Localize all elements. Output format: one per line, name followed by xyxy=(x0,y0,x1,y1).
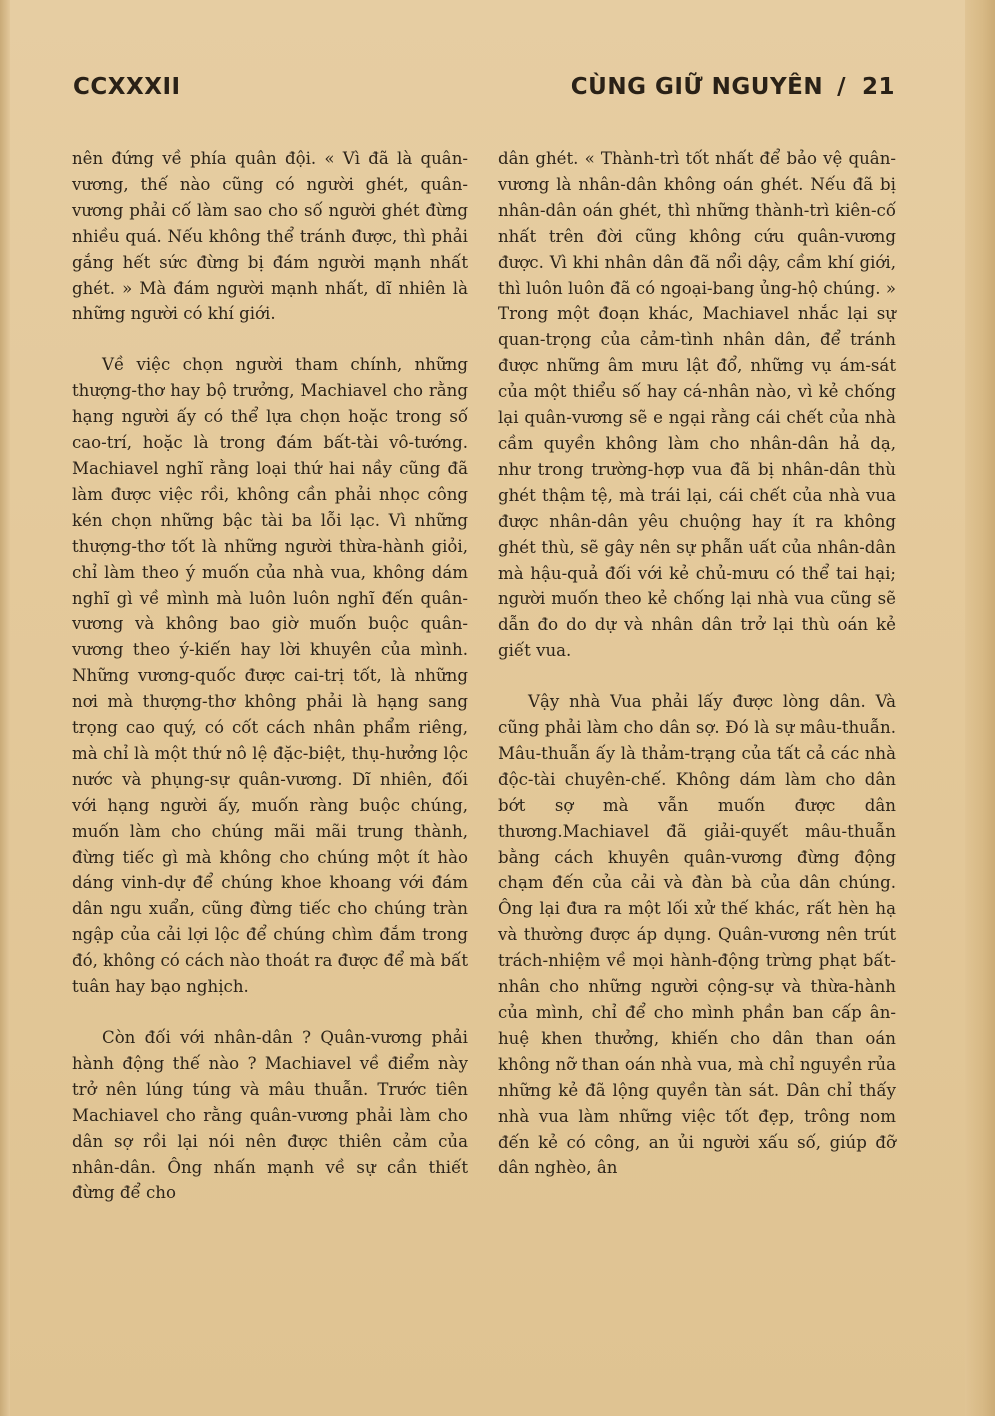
page-right-edge xyxy=(965,0,995,1416)
paragraph: Vậy nhà Vua phải lấy được lòng dân. Và cũng phải làm cho dân sợ. Đó là sự mâu-thuẫn. Mâu-thuẫn ấy là thảm-trạng của tất cả các nhà độc-tài chuyên-chế. Không dám làm cho dân bớt sợ mà vẫn muốn được dân thương.Machiavel đã giải-quyết mâu-thuẫn bằng cách khuyên quân-vương đừng động chạm đến của cải và đàn bà của dân chúng. Ông lại đưa ra một lối xử thế khác, rất hèn hạ và thường được áp dụng. Quân-vương nên trút trách-nhiệm về mọi hành-động trừng phạt bất-nhân cho những người cộng-sự và thừa-hành của mình, chỉ để cho mình phần ban cấp ân-huệ khen thưởng, khiến cho dân than oán không nỡ than oán nhà vua, mà chỉ nguyền rủa những kẻ đã lộng quyền tàn sát. Dân chỉ thấy nhà vua làm những việc tốt đẹp, trông nom đến kẻ có công, an ủi người xấu số, giúp đỡ dân nghèo, ân xyxy=(498,692,896,1178)
left-text-column xyxy=(72,146,468,1206)
page-left-edge xyxy=(0,0,10,1416)
page-number: 21 xyxy=(861,74,895,100)
paragraph: nên đứng về phía quân đội. « Vì đã là quân-vương, thế nào cũng có người ghét, quân-vương phải cố làm sao cho số người ghét đừng nhiều quá. Nếu không thể tránh được, thì phải gắng hết sức đừng bị đám người mạnh nhất ghét. » Mà đám người mạnh nhất, dĩ nhiên là những người có khí giới. xyxy=(72,149,468,324)
header-separator: / xyxy=(837,74,846,100)
running-title-group xyxy=(571,74,895,100)
paragraph: Về việc chọn người tham chính, những thượng-thơ hay bộ trưởng, Machiavel cho rằng hạng người ấy có thể lựa chọn hoặc trong số cao-trí, hoặc là trong đám bất-tài vô-tướng. Machiavel nghĩ rằng loại thứ hai nầy cũng đã làm được việc rồi, không cần phải nhọc công kén chọn những bậc tài ba lỗi lạc. Vì những thượng-thơ tốt là những người thừa-hành giỏi, chỉ làm theo ý muốn của nhà vua, không dám nghĩ gì về mình mà luôn luôn nghĩ đến quân-vương và không bao giờ muốn buộc quân-vương theo ý-kiến hay lời khuyên của mình. Những vương-quốc được cai-trị tốt, là những nơi mà thượng-thơ không phải là hạng sang trọng cao quý, có cốt cách nhân phẩm riêng, mà chỉ là một thứ nô lệ đặc-biệt, thụ-hưởng lộc nước và phụng-sự quân-vương. Dĩ nhiên, đối với hạng người ấy, muốn ràng buộc chúng, muốn làm cho chúng mãi mãi trung thành, đừng tiếc gì mà không cho chúng một ít hào dáng vinh-dự để chúng khoe khoang với đám dân ngu xuẩn, cũng đừng tiếc cho chúng tràn ngập của cải lợi lộc để chúng chìm đắm trong đó, không có cách nào thoát ra được để mà bất tuân hay bạo nghịch. xyxy=(72,355,468,997)
chapter-number: CCXXXII xyxy=(73,74,181,100)
right-text-column xyxy=(498,146,896,1181)
paragraph: dân ghét. « Thành-trì tốt nhất để bảo vệ quân-vương là nhân-dân không oán ghét. Nếu đã bị nhân-dân oán ghét, thì những thành-trì kiên-cố nhất trên đời cũng không cứu quân-vương được. Vì khi nhân dân đã nổi dậy, cầm khí giới, thì luôn luôn đã có ngoại-bang ủng-hộ chúng. » Trong một đoạn khác, Machiavel nhắc lại sự quan-trọng của cảm-tình nhân dân, để tránh được những âm mưu lật đổ, những vụ ám-sát của một thiểu số hay cá-nhân nào, vì kẻ chống lại quân-vương sẽ e ngại rằng cái chết của nhà cầm quyền không làm cho nhân-dân hả dạ, như trong trường-hợp vua đã bị nhân-dân thù ghét thậm tệ, mà trái lại, cái chết của nhà vua được nhân-dân yêu chuộng hay ít ra không ghét thù, sẽ gây nên sự phẫn uất của nhân-dân mà hậu-quả đối với kẻ chủ-mưu có thể tai hại; người muốn theo kẻ chống lại nhà vua cũng sẽ dẫn đo do dự và nhân dân trở lại thù oán kẻ giết vua. xyxy=(498,149,896,661)
paragraph: Còn đối với nhân-dân ? Quân-vương phải hành động thế nào ? Machiavel về điểm này trở nên lúng túng và mâu thuẫn. Trước tiên Machiavel cho rằng quân-vương phải làm cho dân sợ rồi lại nói nên được thiên cảm của nhân-dân. Ông nhấn mạnh về sự cần thiết đừng để cho xyxy=(72,1028,468,1203)
running-title: CÙNG GIỮ NGUYÊN xyxy=(570,74,824,100)
running-header xyxy=(73,74,895,110)
